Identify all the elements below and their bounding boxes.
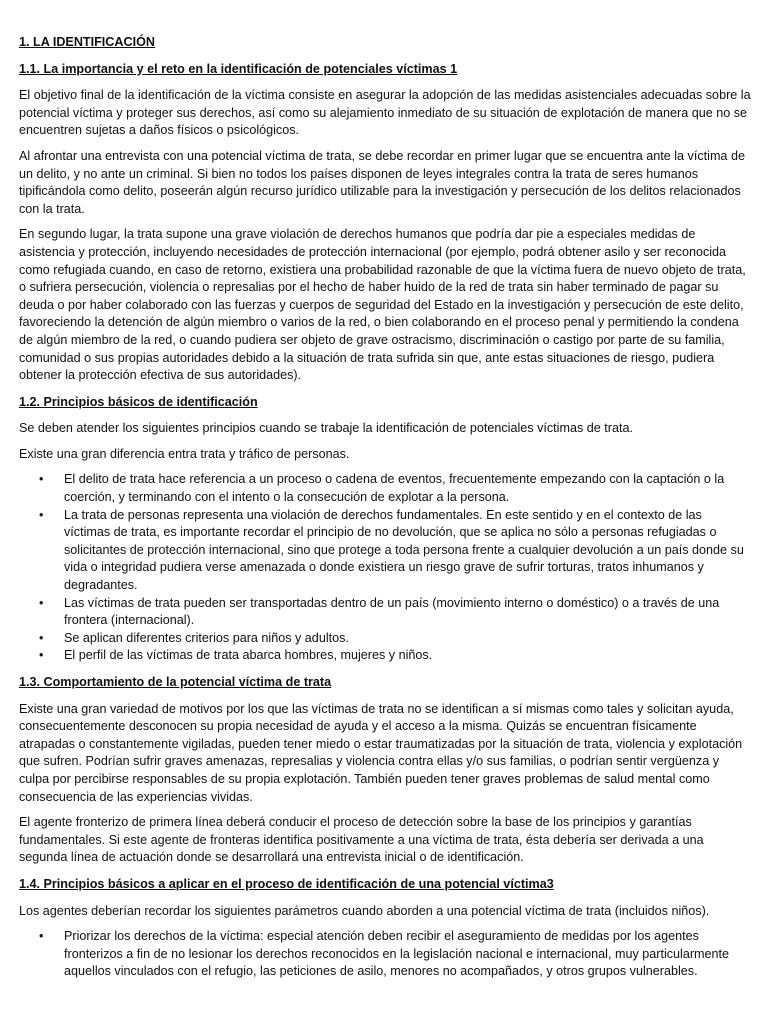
list-item-text: Se aplican diferentes criterios para niños y adultos. (64, 630, 349, 645)
bullet-icon: • (39, 595, 44, 610)
section-1-3-paragraph-2: El agente fronterizo de primera línea deberá conducir el proceso de detección sobre la base de los principios y garantías fundamentales. Si este agente de fronteras identifica positivamente a una víctima de trata, ésta debería ser derivada a una segunda línea de actuación donde se desarrollará una entrevista inicial o de identificación. (19, 815, 704, 865)
section-1-4-paragraph-1: Los agentes deberían recordar los siguientes parámetros cuando aborden a una potencial víctima de trata (incluidos niños). (19, 903, 710, 918)
section-1-2-bullet-list (19, 471, 751, 665)
list-item-text: Priorizar los derechos de la víctima: especial atención deben recibir el aseguramiento de medidas por los agentes fronterizos a fin de no lesionar los derechos reconocidos en la legislación nacional e internacional, muy particularmente aquellos vinculados con el refugio, las peticiones de asilo, menores no acompañados, y otros grupos vulnerables. (64, 929, 730, 979)
bullet-icon: • (39, 507, 44, 522)
section-1-1-paragraph-1: El objetivo final de la identificación de la víctima consiste en asegurar la adopción de las medidas asistenciales adecuadas sobre la potencial víctima y proteger sus derechos, así como su alejamiento inmediato de su situación de explotación de manera que no se encuentren sujetas a daños físicos o psicológicos. (19, 88, 751, 138)
list-item (19, 471, 751, 506)
list-item-text: El delito de trata hace referencia a un proceso o cadena de eventos, frecuentemente empezando con la captación o la coerción, y terminando con el intento o la consecución de explotar a la persona. (64, 472, 725, 505)
section-1-3-paragraph-1: Existe una gran variedad de motivos por los que las víctimas de trata no se identifican a sí mismas como tales y solicitan ayuda, consecuentemente desconocen su propia necesidad de ayuda y el acceso a la misma. Quizás se encuentran físicamente atrapadas o constantemente vigiladas, pueden tener miedo o estar traumatizadas por la situación de trata, violencia y explotación que sufren. Podrían sufrir graves amenazas, represalias y violencia contra ellas y/o sus familias, o podrían sentir vergüenza y culpa por percibirse responsables de su propia explotación. También pueden tener graves problemas de salud mental como consecuencia de las experiencias vividas. (19, 701, 743, 804)
list-item-text: El perfil de las víctimas de trata abarca hombres, mujeres y niños. (64, 648, 433, 663)
list-item (19, 647, 751, 665)
main-heading: 1. LA IDENTIFICACIÓN (19, 35, 155, 49)
list-item (19, 630, 751, 648)
list-item-text: Las víctimas de trata pueden ser transportadas dentro de un país (movimiento interno o doméstico) o a través de una frontera (internacional). (64, 595, 720, 628)
section-1-2-paragraph-2: Existe una gran diferencia entra trata y tráfico de personas. (19, 446, 350, 461)
bullet-icon: • (39, 929, 44, 944)
list-item (19, 928, 751, 981)
section-1-1-paragraph-2: Al afrontar una entrevista con una potencial víctima de trata, se debe recordar en primer lugar que se encuentra ante la víctima de un delito, y no ante un criminal. Si bien no todos los países disponen de leyes integrales contra la trata de seres humanos tipificándola como delito, poseerán algún recurso jurídico utilizable para la investigación y persecución de los delitos relacionados con la trata. (19, 148, 745, 216)
bullet-icon: • (39, 648, 44, 663)
bullet-icon: • (39, 630, 44, 645)
section-1-4-heading: 1.4. Principios básicos a aplicar en el proceso de identificación de una potencial víctima3 (19, 876, 554, 891)
section-1-1-heading: 1.1. La importancia y el reto en la identificación de potenciales víctimas 1 (19, 61, 458, 76)
section-1-4-bullet-list (19, 928, 751, 981)
list-item (19, 507, 751, 595)
section-1-2-paragraph-1: Se deben atender los siguientes principios cuando se trabaje la identificación de potenciales víctimas de trata. (19, 421, 633, 436)
section-1-3-heading: 1.3. Comportamiento de la potencial víctima de trata (19, 675, 332, 689)
bullet-icon: • (39, 472, 44, 487)
list-item-text: La trata de personas representa una violación de derechos fundamentales. En este sentido y en el contexto de las víctimas de trata, es importante recordar el principio de no devolución, que se aplica no sólo a personas refugiadas o solicitantes de protección internacional, sino que protege a toda persona frente a cualquier devolución a un país donde su vida o integridad pudiera verse amenazada o donde existiera un riesgo grave de sufrir torturas, tratos inhumanos y degradantes. (64, 507, 744, 593)
section-1-1-paragraph-3: En segundo lugar, la trata supone una grave violación de derechos humanos que podría dar pie a especiales medidas de asistencia y protección, incluyendo necesidades de protección internacional (por ejemplo, podrá obtener asilo y ser reconocida como refugiada cuando, en caso de retorno, existiera una probabilidad razonable de que la víctima fuera de nuevo objeto de trata, o sufriera persecución, violencia o represalias por el hecho de haber huido de la red de trata sin haber terminado de pagar su deuda o por haber colaborado con las fuerzas y cuerpos de seguridad del Estado en la investigación y persecución de este delito, favoreciendo la detención de algún miembro o varios de la red, o bien colaborando en el proceso penal y permitiendo la condena de algún miembro de la red, o cuando pudiera ser objeto de grave ostracismo, discriminación o castigo por parte de su familia, comunidad o sus propias autoridades debido a la situación de trata sufrida sin que, ante estas situaciones de riesgo, pudiera obtener la protección efectiva de sus autoridades). (19, 227, 746, 383)
list-item (19, 595, 751, 630)
section-1-2-heading: 1.2. Principios básicos de identificación (19, 394, 258, 409)
